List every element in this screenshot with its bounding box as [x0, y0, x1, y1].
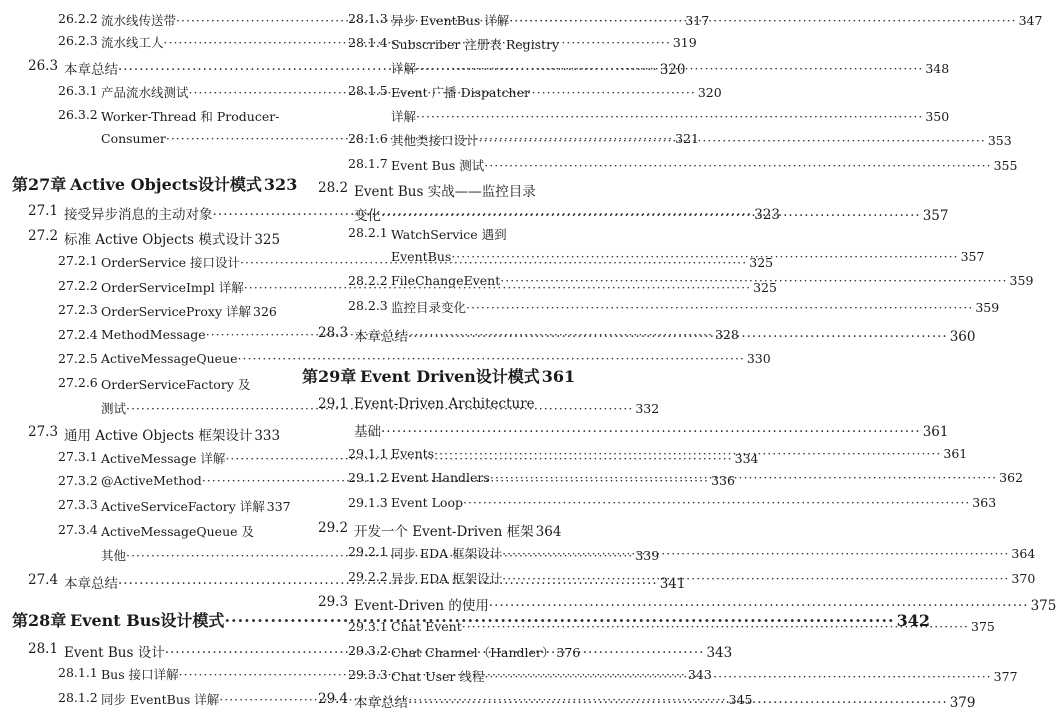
section-title: 通用 Active Objects 框架设计: [64, 428, 253, 444]
title-leader-line: [391, 107, 950, 125]
page-number: 319: [672, 35, 697, 50]
page-number: 370: [1011, 571, 1036, 586]
page-number: 323: [754, 207, 780, 223]
section-title: Worker-Thread 和 Producer-: [101, 109, 280, 124]
section-number: 28.2.3: [348, 298, 388, 313]
section-title: Event Driven设计模式: [360, 367, 540, 386]
toc-entry[interactable]: [0, 172, 298, 194]
toc-entry[interactable]: [0, 497, 291, 521]
page-number: 361: [541, 367, 576, 386]
page-number: 328: [714, 327, 739, 342]
dot-leader: [416, 109, 923, 124]
section-title: Event Bus设计模式: [70, 611, 225, 630]
title-leader-line: [101, 302, 275, 320]
page-number: 342: [896, 611, 931, 630]
title-leader-line: [101, 497, 291, 515]
section-number: 29.3.2: [348, 643, 388, 658]
section-number: 27.3: [28, 424, 59, 440]
section-number: 28.1.7: [348, 156, 388, 171]
page-number: 341: [659, 576, 686, 592]
section-title: Chat Event: [391, 619, 462, 634]
section-number: 27.3.2: [58, 473, 98, 488]
page-number: 361: [922, 424, 949, 440]
section-title: ActiveMessage 详解: [101, 451, 226, 466]
page-number: 320: [697, 85, 722, 100]
section-title: ActiveMessageQueue: [101, 351, 238, 366]
section-title: 异步 EDA 框架设计: [391, 571, 503, 586]
section-number: 26.3: [28, 58, 59, 74]
page-number: 333: [254, 428, 281, 444]
section-number: 27.2.2: [58, 278, 98, 293]
dot-leader: [408, 695, 948, 711]
section-number: 28.1.2: [58, 690, 98, 705]
section-number: 28.1.1: [58, 665, 98, 680]
dot-leader: [381, 208, 921, 224]
section-title: 本章总结: [64, 576, 118, 592]
page-number: 325: [749, 255, 774, 270]
page-number: 360: [949, 329, 976, 345]
dot-leader: [502, 571, 1009, 586]
section-title: 接受异步消息的主动对象: [64, 207, 213, 223]
section-number: 28.2.2: [348, 273, 388, 288]
page-number: 317: [685, 13, 710, 28]
toc-entry[interactable]: [0, 424, 281, 448]
section-number: 28.2: [318, 180, 349, 196]
section-title-continued: 变化: [354, 208, 381, 224]
page-number: 334: [734, 451, 759, 466]
section-title: 监控目录变化: [391, 300, 467, 315]
toc-entry[interactable]: [0, 228, 281, 252]
page-number: 325: [254, 232, 281, 248]
section-number: 26.3.1: [58, 83, 98, 98]
section-title: Chat User 线程: [391, 669, 485, 684]
section-number: 26.2.2: [58, 11, 98, 26]
dot-leader: [434, 446, 941, 461]
dot-leader: [500, 273, 1007, 288]
section-number: 29.3.3: [348, 667, 388, 682]
section-number: 27.3.3: [58, 497, 98, 512]
toc-entry[interactable]: [290, 643, 581, 667]
section-number: 28.1.4: [348, 35, 388, 50]
section-title: OrderServiceFactory 及: [101, 377, 251, 392]
dot-leader: [381, 424, 921, 440]
section-number: 29.2.2: [348, 569, 388, 584]
section-title: 本章总结: [354, 695, 408, 711]
section-number: 27.3.4: [58, 522, 98, 537]
toc-entry[interactable]: [0, 351, 771, 375]
page-number: 330: [746, 351, 771, 366]
title-leader-line: [70, 172, 298, 195]
page-number: 325: [753, 280, 777, 295]
section-number: 第29章: [302, 367, 357, 386]
section-number: 27.2.5: [58, 351, 98, 366]
page-number: 362: [999, 470, 1023, 485]
section-title: Event Loop: [391, 495, 463, 510]
section-title: 流水线工人: [101, 35, 164, 50]
section-number: 29.2.1: [348, 544, 388, 559]
dot-leader: [484, 158, 991, 173]
dot-leader: [490, 470, 997, 485]
title-leader-line: [354, 520, 562, 540]
section-number: 28.1.5: [348, 83, 388, 98]
section-title: 本章总结: [64, 62, 118, 78]
toc-entry[interactable]: [290, 364, 576, 386]
toc-entry[interactable]: [290, 520, 562, 544]
page-number: 364: [535, 524, 562, 540]
section-title: Event-Driven Architecture: [354, 396, 535, 412]
section-number: 29.3: [318, 594, 349, 610]
page-number: 359: [975, 300, 1000, 315]
page-number: 364: [1011, 546, 1036, 561]
title-leader-line: [354, 420, 949, 440]
dot-leader: [479, 133, 986, 148]
section-number: 27.2.4: [58, 327, 98, 342]
section-title: Active Objects设计模式: [70, 175, 262, 194]
section-title: OrderServiceImpl 详解: [101, 280, 244, 295]
dot-leader: [416, 61, 923, 76]
page-number: 350: [925, 109, 950, 124]
page-number: 339: [635, 548, 660, 563]
toc-entry[interactable]: [0, 302, 275, 326]
section-title: 产品流水线测试: [101, 85, 189, 100]
section-title: 异步 EventBus 详解: [391, 13, 510, 28]
section-number: 27.2.3: [58, 302, 98, 317]
section-title-continued: 详解: [391, 61, 417, 76]
section-title: Event Handlers: [391, 470, 490, 485]
dot-leader: [451, 249, 958, 264]
section-number: 第28章: [12, 611, 67, 630]
section-number: 29.4: [318, 691, 349, 707]
page-number: 348: [925, 61, 950, 76]
page-number: 336: [711, 473, 735, 488]
title-leader-line: [391, 643, 581, 661]
page-number: 326: [253, 304, 277, 319]
section-number: 29.1.1: [348, 446, 388, 461]
title-leader-line: [64, 424, 281, 444]
section-number: 28.3: [318, 325, 349, 341]
toc-entry[interactable]: [290, 298, 1000, 322]
section-number: 26.2.3: [58, 33, 98, 48]
title-leader-line: [64, 228, 281, 248]
page-number: 343: [706, 645, 733, 661]
section-title: 同步 EDA 框架设计: [391, 546, 503, 561]
page-number: 337: [266, 499, 291, 514]
page-number: 355: [993, 158, 1018, 173]
section-title: OrderService 接口设计: [101, 255, 240, 270]
section-number: 27.2: [28, 228, 59, 244]
title-leader-line: [391, 298, 1000, 316]
section-title: OrderServiceProxy 详解: [101, 304, 251, 319]
page-number: 363: [972, 495, 997, 510]
dot-leader: [509, 13, 1016, 28]
toc-entry[interactable]: [290, 594, 1056, 618]
section-number: 26.3.2: [58, 107, 98, 122]
section-title: WatchService 遇到: [391, 227, 507, 242]
section-title: @ActiveMethod: [101, 473, 202, 488]
title-leader-line: [354, 594, 1056, 614]
title-leader-line: [391, 156, 1018, 174]
page-number: 343: [687, 667, 712, 682]
section-title: Event Bus 测试: [391, 158, 485, 173]
section-title: Event Bus 实战——监控目录: [354, 184, 536, 200]
dot-leader: [502, 546, 1009, 561]
page-number: 332: [635, 401, 660, 416]
page-number: 353: [987, 133, 1012, 148]
toc-entry[interactable]: [290, 495, 997, 519]
dot-leader: [484, 669, 991, 684]
section-title: Event-Driven 的使用: [354, 598, 489, 614]
section-number: 27.3.1: [58, 449, 98, 464]
section-title: 本章总结: [354, 329, 408, 345]
page-number: 377: [993, 669, 1018, 684]
section-title: ActiveMessageQueue 及: [101, 524, 255, 539]
page-number: 379: [949, 695, 976, 711]
section-number: 27.2.1: [58, 253, 98, 268]
section-title: Event 广播 Dispatcher: [391, 85, 530, 100]
section-number: 29.1.3: [348, 495, 388, 510]
section-title: 开发一个 Event-Driven 框架: [354, 524, 534, 540]
section-number: 29.1: [318, 396, 349, 412]
section-title: 流水线传送带: [101, 13, 177, 28]
page-number: 357: [922, 208, 949, 224]
section-title: Bus 接口详解: [101, 667, 179, 682]
section-title: ActiveServiceFactory 详解: [101, 499, 265, 514]
section-title: Chat Channel（Handler）: [391, 645, 555, 660]
page-number: 376: [556, 645, 581, 660]
section-number: 29.2: [318, 520, 349, 536]
toc-entry[interactable]: [290, 156, 1018, 180]
section-title: MethodMessage: [101, 327, 206, 342]
page-number: 323: [263, 175, 298, 194]
section-title: FileChangeEvent: [391, 273, 501, 288]
section-number: 28.2.1: [348, 225, 388, 240]
dot-leader: [489, 598, 1029, 614]
section-number: 第27章: [12, 175, 67, 194]
section-title-continued: 测试: [101, 401, 127, 416]
section-title: Events: [391, 446, 435, 461]
section-number: 27.2.6: [58, 375, 98, 390]
page-number: 347: [1018, 13, 1043, 28]
section-number: 29.3.1: [348, 619, 388, 634]
section-title: 标准 Active Objects 模式设计: [64, 232, 253, 248]
section-number: 28.1: [28, 641, 59, 657]
title-leader-line: [391, 495, 997, 510]
page-number: 375: [1030, 598, 1056, 614]
page-number: 361: [943, 446, 968, 461]
page-number: 375: [971, 619, 995, 634]
section-title: Event Bus 设计: [64, 645, 165, 661]
page-number: 320: [659, 62, 686, 78]
page-number: 321: [675, 131, 699, 146]
title-leader-line: [360, 364, 576, 387]
dot-leader: [408, 329, 948, 345]
section-title-continued: 基础: [354, 424, 381, 440]
section-title: 其他类接口设计: [391, 133, 479, 148]
section-title-continued: 其他: [101, 548, 127, 563]
page-number: 359: [1009, 273, 1034, 288]
section-title-continued: EventBus: [391, 249, 452, 264]
section-title: 同步 EventBus 详解: [101, 692, 220, 707]
section-number: 27.4: [28, 572, 59, 588]
dot-leader: [466, 300, 973, 315]
dot-leader: [462, 619, 969, 634]
section-number: 28.1.6: [348, 131, 388, 146]
section-title-continued: Consumer: [101, 131, 166, 146]
section-title: Subscriber 注册表 Registry: [391, 37, 560, 52]
dot-leader: [463, 495, 970, 510]
section-title-continued: 详解: [391, 109, 417, 124]
section-number: 27.1: [28, 203, 59, 219]
section-number: 29.1.2: [348, 470, 388, 485]
page-number: 345: [728, 692, 753, 707]
section-number: 28.1.3: [348, 11, 388, 26]
title-leader-line: [101, 351, 771, 366]
page-number: 357: [960, 249, 985, 264]
